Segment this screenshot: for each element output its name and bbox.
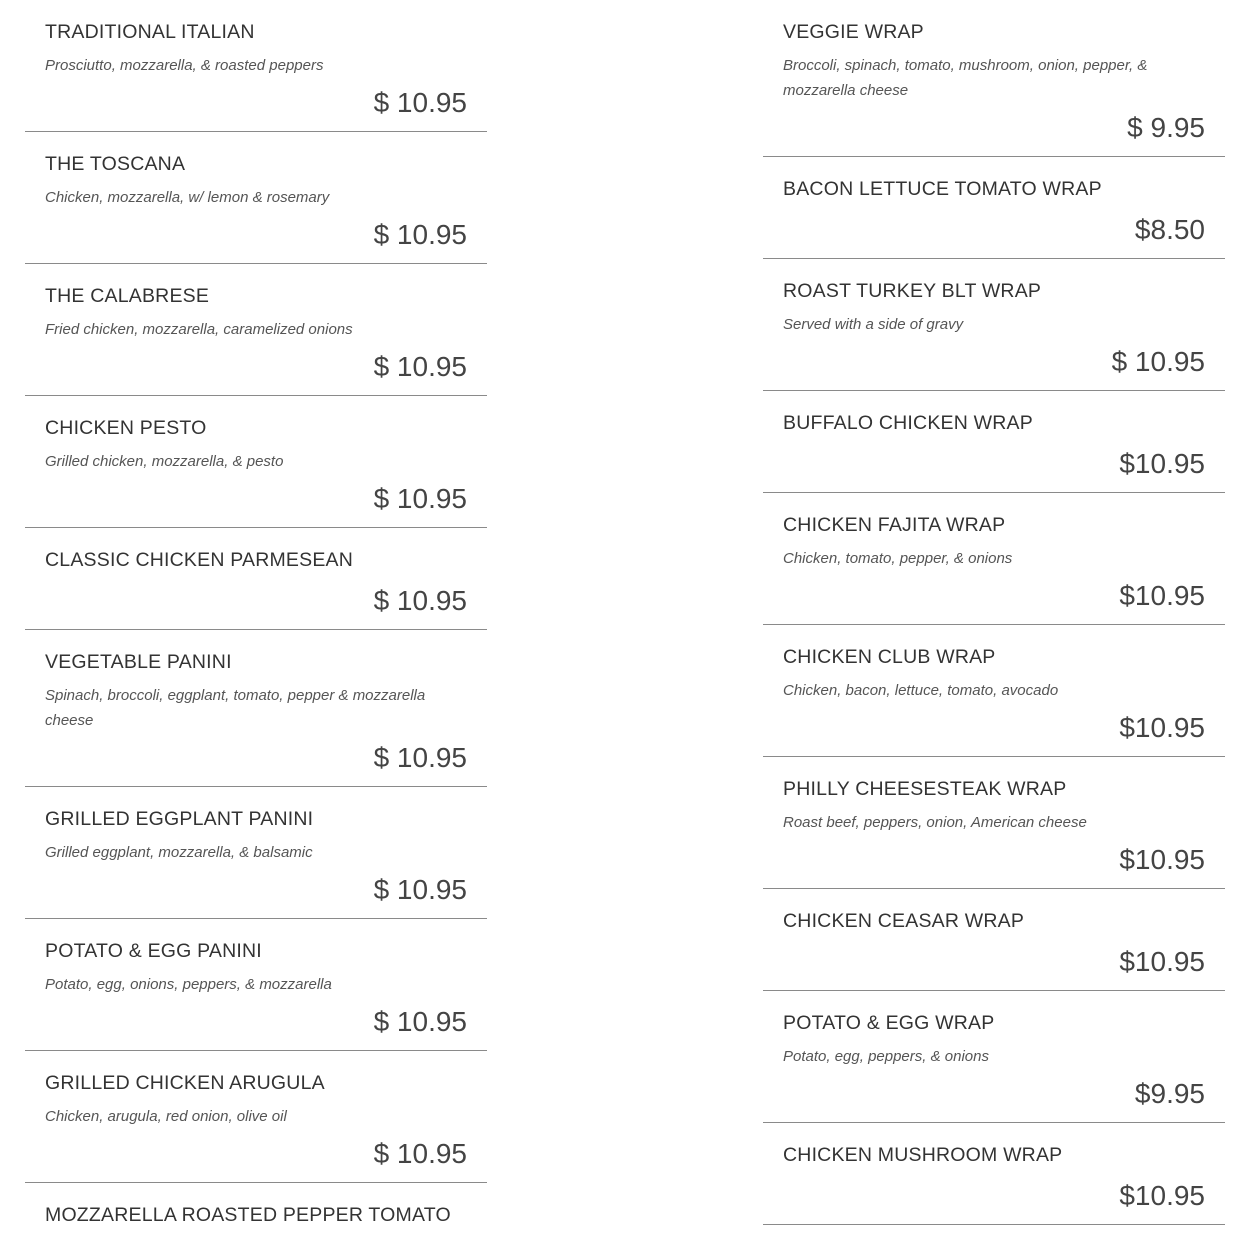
menu-item-price: $10.95 — [1119, 580, 1205, 611]
menu-item-description: Prosciutto, mozzarella, & roasted peppers — [45, 57, 324, 74]
menu-item-price: $ 10.95 — [373, 483, 467, 514]
menu-item-price: $10.95 — [1119, 844, 1205, 875]
left-menu-column — [25, 0, 487, 1237]
menu-item-price: $ 10.95 — [373, 585, 467, 616]
menu-item — [25, 264, 487, 396]
menu-item-price: $ 9.95 — [1127, 112, 1205, 143]
menu-item-name: GRILLED CHICKEN ARUGULA — [45, 1072, 325, 1094]
menu-item-name: POTATO & EGG PANINI — [45, 940, 262, 962]
menu-item-description: Chicken, bacon, lettuce, tomato, avocado — [783, 682, 1059, 699]
menu-item-price: $ 10.95 — [373, 742, 467, 773]
menu-item-name: THE CALABRESE — [45, 285, 210, 307]
menu-item-name: CHICKEN CEASAR WRAP — [783, 910, 1025, 932]
menu-item — [25, 132, 487, 264]
menu-item — [763, 157, 1225, 259]
menu-item-description: Grilled chicken, mozzarella, & pesto — [45, 453, 284, 470]
menu-item-price: $10.95 — [1119, 712, 1205, 743]
menu-item — [25, 396, 487, 528]
menu-item — [25, 630, 487, 787]
menu-item-name: CHICKEN PESTO — [45, 417, 207, 439]
menu-item-price: $10.95 — [1119, 1180, 1205, 1211]
menu-item — [25, 0, 487, 132]
menu-item — [763, 991, 1225, 1123]
menu-item-name: PHILLY CHEESESTEAK WRAP — [783, 778, 1067, 800]
menu-item-price: $ 10.95 — [1111, 346, 1205, 377]
right-menu-column — [763, 0, 1225, 1225]
menu-item-description: Chicken, mozzarella, w/ lemon & rosemary — [45, 189, 330, 206]
menu-item-name: CHICKEN FAJITA WRAP — [783, 514, 1006, 536]
menu-item-name: VEGGIE WRAP — [783, 21, 924, 43]
menu-item-name: CHICKEN CLUB WRAP — [783, 646, 996, 668]
menu-item-name: TRADITIONAL ITALIAN — [45, 21, 255, 43]
menu-item — [25, 1051, 487, 1183]
menu-item-name: BUFFALO CHICKEN WRAP — [783, 412, 1033, 434]
menu-item — [25, 528, 487, 630]
menu-item-name: CHICKEN MUSHROOM WRAP — [783, 1144, 1063, 1166]
menu-item — [763, 493, 1225, 625]
menu-item-price: $ 10.95 — [373, 351, 467, 382]
menu-item-description: Potato, egg, peppers, & onions — [783, 1048, 989, 1065]
menu-item-description: Chicken, arugula, red onion, olive oil — [45, 1108, 287, 1125]
menu-item-price: $10.95 — [1119, 946, 1205, 977]
menu-item — [763, 757, 1225, 889]
menu-item-description: Potato, egg, onions, peppers, & mozzarella — [45, 976, 332, 993]
menu-item-name: GRILLED EGGPLANT PANINI — [45, 808, 314, 830]
menu-item — [763, 0, 1225, 157]
menu-item-description: Fried chicken, mozzarella, caramelized onions — [45, 321, 353, 338]
menu-item-price: $8.50 — [1134, 214, 1205, 245]
menu-item-name: ROAST TURKEY BLT WRAP — [783, 280, 1042, 302]
menu-item — [25, 1183, 487, 1237]
menu-item-price: $ 10.95 — [373, 87, 467, 118]
menu-item — [25, 919, 487, 1051]
menu-item-description: Chicken, tomato, pepper, & onions — [783, 550, 1013, 567]
menu-item — [763, 259, 1225, 391]
menu-item-description: Spinach, broccoli, eggplant, tomato, pepper & mozzarella cheese — [45, 687, 426, 729]
menu-item — [25, 787, 487, 919]
menu-item-price: $ 10.95 — [373, 874, 467, 905]
menu-item-price: $ 10.95 — [373, 1138, 467, 1169]
menu-item — [763, 391, 1225, 493]
menu-item-name: VEGETABLE PANINI — [45, 651, 232, 673]
menu-item — [763, 1123, 1225, 1225]
menu-item-description: Roast beef, peppers, onion, American cheese — [783, 814, 1087, 831]
menu-item-description: Broccoli, spinach, tomato, mushroom, onion, pepper, & mozzarella cheese — [783, 57, 1148, 99]
menu-item-description: Grilled eggplant, mozzarella, & balsamic — [45, 844, 313, 861]
menu-item — [763, 889, 1225, 991]
menu-item-name: BACON LETTUCE TOMATO WRAP — [783, 178, 1102, 200]
menu-item-name: CLASSIC CHICKEN PARMESEAN — [45, 549, 354, 571]
menu-item-name: THE TOSCANA — [45, 153, 186, 175]
menu-item-name: POTATO & EGG WRAP — [783, 1012, 995, 1034]
menu-item-price: $10.95 — [1119, 448, 1205, 479]
menu-item-name: MOZZARELLA ROASTED PEPPER TOMATO — [45, 1204, 451, 1226]
menu-item-price: $ 10.95 — [373, 1006, 467, 1037]
menu-item-description: Served with a side of gravy — [783, 316, 964, 333]
menu-item — [763, 625, 1225, 757]
menu-item-price: $ 10.95 — [373, 219, 467, 250]
menu-item-price: $9.95 — [1134, 1078, 1205, 1109]
